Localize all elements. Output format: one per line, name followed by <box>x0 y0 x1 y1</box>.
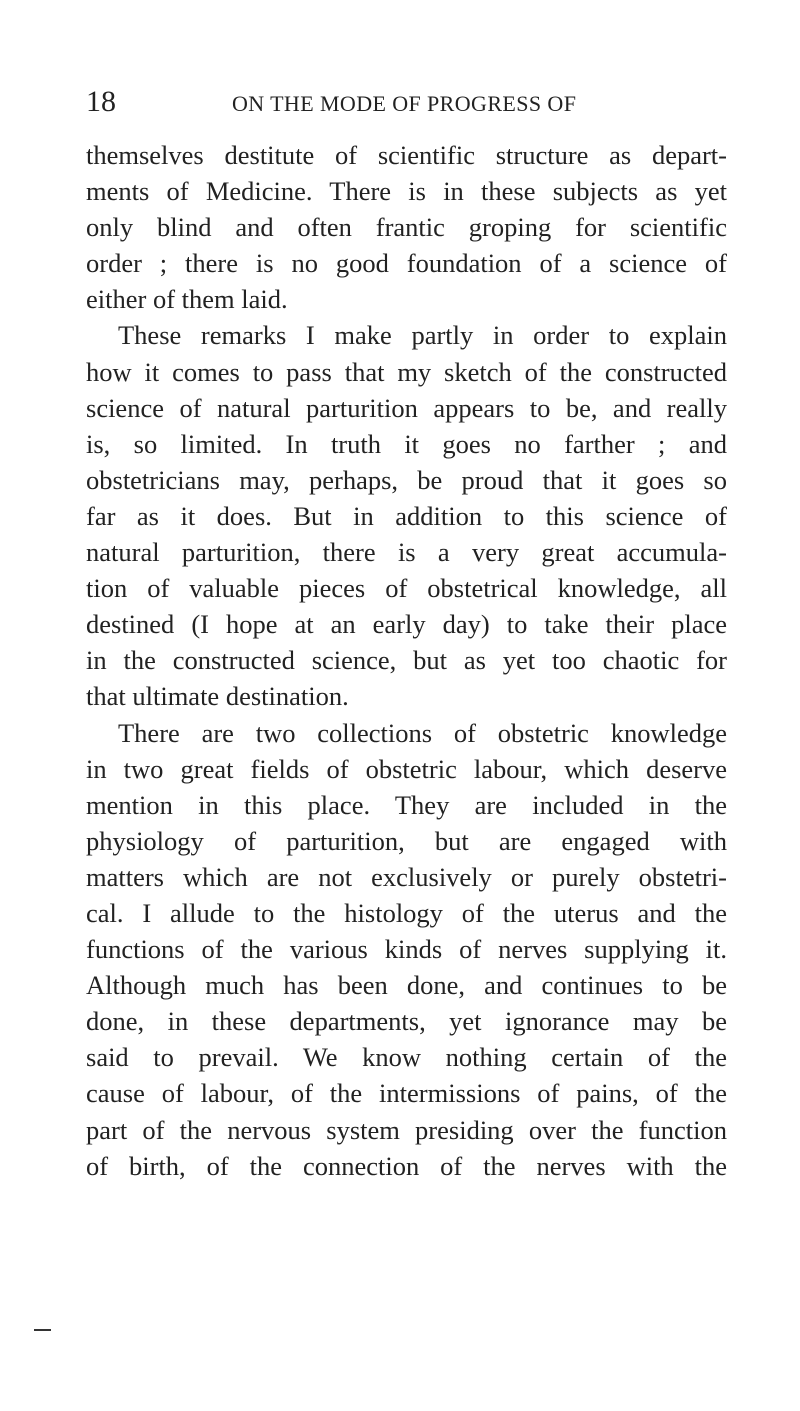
text-line: far as it does. But in addition to this science of <box>86 500 727 531</box>
text-line: destined (I hope at an early day) to take their place <box>86 609 727 640</box>
text-line: cal. I allude to the histology of the uterus and the <box>86 897 727 928</box>
body-text <box>86 137 727 1184</box>
page-number: 18 <box>86 85 116 118</box>
text-line: only blind and often frantic groping for scientific <box>86 212 727 243</box>
text-line: obstetricians may, perhaps, be proud that it goes so <box>86 464 727 495</box>
text-line: done, in these departments, yet ignorance may be <box>86 1006 727 1037</box>
text-line: natural parturition, there is a very great accumula- <box>86 537 727 568</box>
text-line: physiology of parturition, but are engaged with <box>86 825 727 856</box>
running-head: ON THE MODE OF PROGRESS OF <box>232 91 577 116</box>
text-line: There are two collections of obstetric knowledge <box>118 717 727 748</box>
text-line: mention in this place. They are included in the <box>86 789 727 820</box>
text-line: These remarks I make partly in order to explain <box>118 320 727 351</box>
text-line: of birth, of the connection of the nerves with the <box>86 1150 727 1181</box>
text-line: tion of valuable pieces of obstetrical knowledge, all <box>86 573 727 604</box>
text-line: functions of the various kinds of nerves supplying it. <box>86 934 727 965</box>
text-line: order ; there is no good foundation of a science of <box>86 248 727 279</box>
text-line: themselves destitute of scientific structure as depart- <box>86 140 727 170</box>
text-line: said to prevail. We know nothing certain of the <box>86 1042 727 1073</box>
text-line: part of the nervous system presiding over the function <box>86 1114 727 1145</box>
text-line: Although much has been done, and continues to be <box>86 970 727 1001</box>
text-line: that ultimate destination. <box>86 681 349 712</box>
page-header <box>86 84 726 124</box>
text-line: either of them laid. <box>86 284 288 315</box>
text-line: matters which are not exclusively or purely obstetri- <box>86 861 727 892</box>
text-line: is, so limited. In truth it goes no farther ; and <box>86 428 727 459</box>
text-line: in two great fields of obstetric labour, which deserve <box>86 753 727 784</box>
text-line: science of natural parturition appears to be, and really <box>86 392 727 423</box>
text-line: in the constructed science, but as yet too chaotic for <box>86 645 727 676</box>
text-line: cause of labour, of the intermissions of pains, of the <box>86 1078 727 1109</box>
text-line: how it comes to pass that my sketch of the constructed <box>86 356 727 387</box>
margin-mark <box>34 1329 51 1331</box>
text-line: ments of Medicine. There is in these subjects as yet <box>86 176 727 207</box>
